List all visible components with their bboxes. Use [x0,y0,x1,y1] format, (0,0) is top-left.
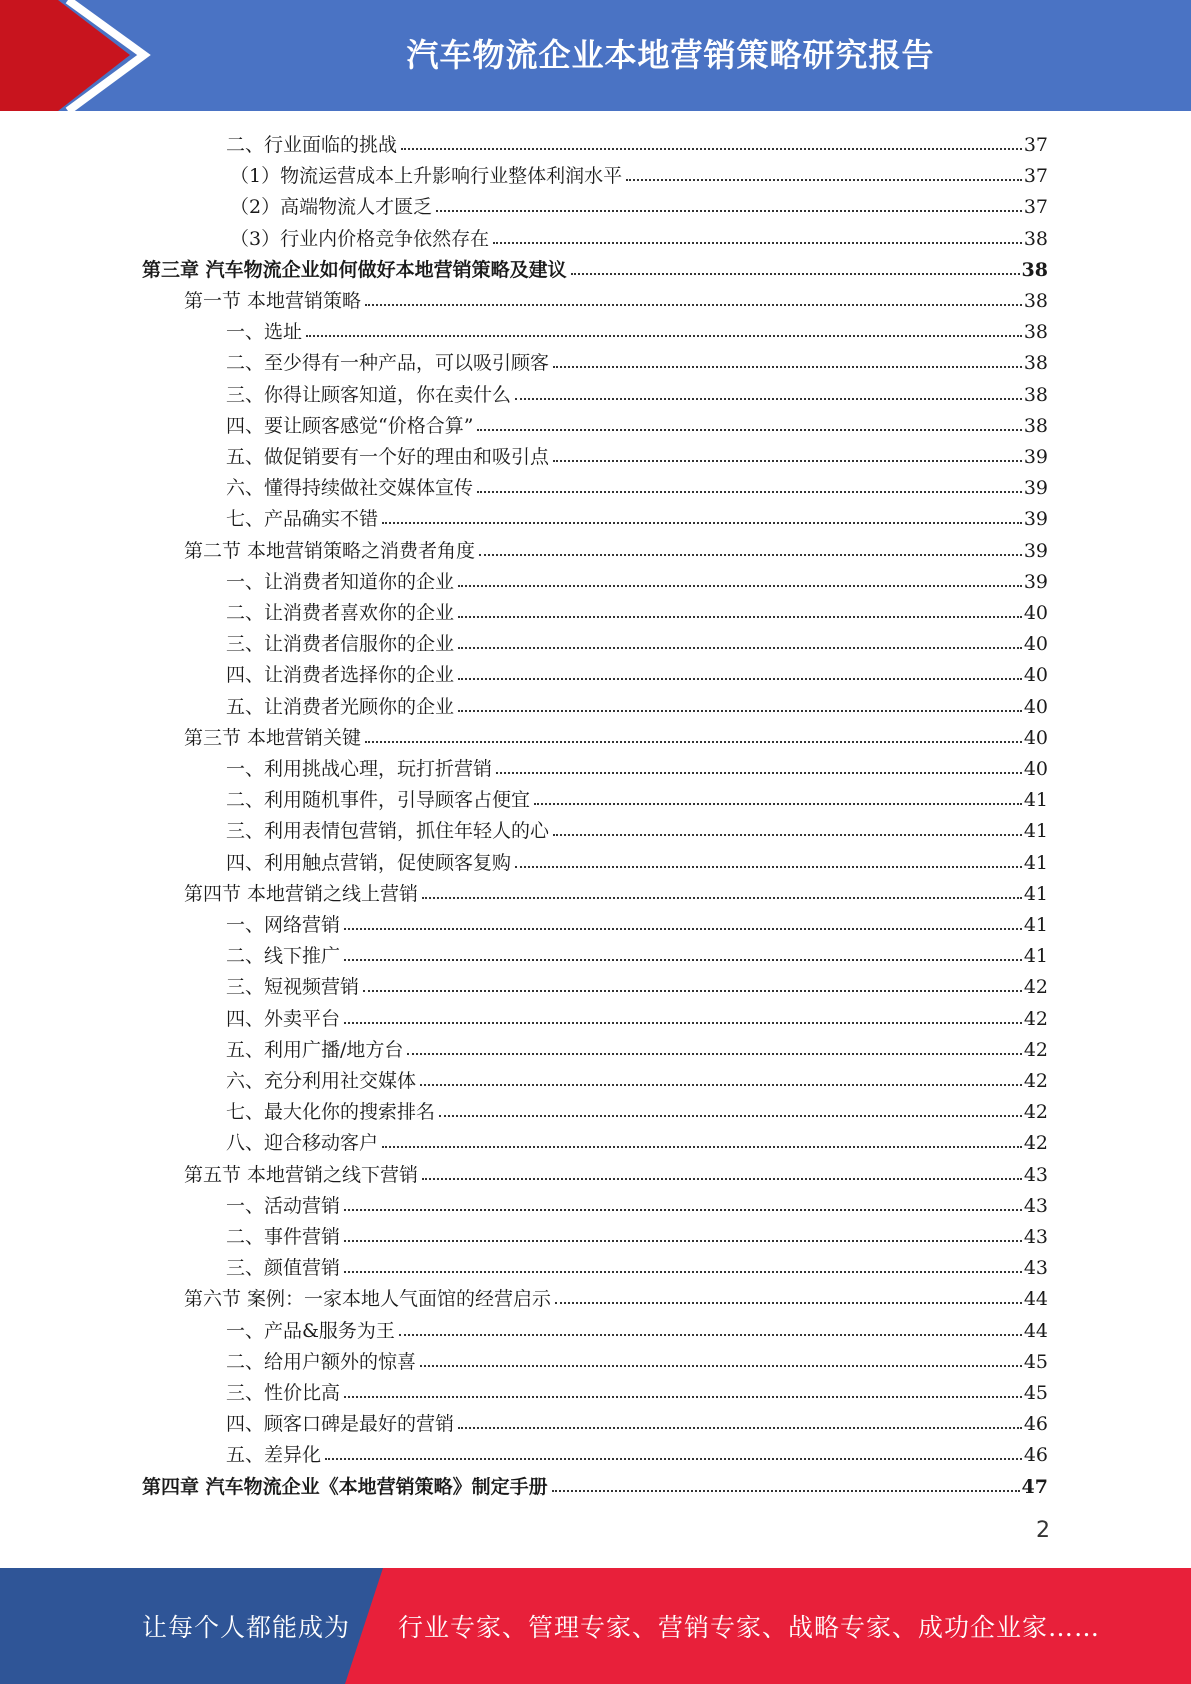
toc-item-entry[interactable] [226,688,1048,719]
toc-entry-page: 39 [1023,477,1048,500]
toc-item-entry[interactable] [230,157,1048,188]
toc-dot-leader [458,678,1022,680]
footer-slogan-left: 让每个人都能成为 [142,1613,351,1642]
toc-entry-page: 41 [1023,882,1048,905]
toc-dot-leader [493,242,1022,244]
toc-entry-title: 三、让消费者信服你的企业 [226,633,455,656]
toc-dot-leader [439,1115,1022,1117]
toc-dot-leader [344,1271,1022,1273]
toc-entry-page: 38 [1023,321,1048,344]
toc-entry-title: 第四节 本地营销之线上营销 [184,882,419,905]
toc-entry-page: 40 [1023,664,1048,687]
toc-section-entry[interactable] [184,1156,1048,1187]
toc-entry-page: 43 [1023,1194,1048,1217]
toc-entry-title: 二、让消费者喜欢你的企业 [226,602,455,624]
document-title: 汽车物流企业本地营销策略研究报告 [406,36,935,74]
toc-entry-page: 47 [1021,1475,1048,1498]
toc-item-entry[interactable] [226,438,1048,469]
toc-entry-page: 38 [1023,227,1048,250]
toc-item-entry[interactable] [226,376,1048,407]
toc-item-entry[interactable] [226,126,1048,157]
toc-entry-title: 五、让消费者光顾你的企业 [226,695,455,718]
toc-entry-page: 37 [1023,165,1048,188]
toc-item-entry[interactable] [226,594,1048,625]
toc-entry-page: 38 [1023,414,1048,437]
toc-item-entry[interactable] [226,1218,1048,1249]
toc-dot-leader [458,647,1022,649]
toc-dot-leader [477,491,1022,493]
toc-entry-page: 43 [1023,1226,1048,1248]
toc-dot-leader [553,834,1022,836]
toc-item-entry[interactable] [226,781,1048,812]
toc-chapter-entry[interactable] [142,251,1048,282]
toc-dot-leader [515,866,1022,868]
toc-item-entry[interactable] [226,563,1048,594]
toc-dot-leader [399,1334,1022,1336]
toc-item-entry[interactable] [226,968,1048,999]
toc-item-entry[interactable] [226,844,1048,875]
toc-entry-title: 三、短视频营销 [226,976,360,999]
toc-entry-page: 43 [1023,1163,1048,1186]
toc-entry-page: 41 [1023,789,1048,812]
toc-entry-page: 40 [1023,758,1048,780]
toc-entry-page: 43 [1023,1257,1048,1280]
toc-section-entry[interactable] [184,875,1048,906]
toc-item-entry[interactable] [226,1031,1048,1062]
toc-dot-leader [344,959,1022,961]
toc-entry-page: 41 [1023,851,1048,874]
toc-entry-page: 38 [1023,352,1048,375]
toc-dot-leader [382,522,1022,524]
toc-entry-page: 40 [1023,633,1048,656]
toc-dot-leader [552,1490,1020,1492]
toc-item-entry[interactable] [226,656,1048,687]
toc-item-entry[interactable] [226,500,1048,531]
toc-entry-title: 六、充分利用社交媒体 [226,1070,417,1092]
toc-item-entry[interactable] [226,625,1048,656]
toc-item-entry[interactable] [226,1374,1048,1405]
toc-item-entry[interactable] [226,313,1048,344]
toc-entry-title: 第三节 本地营销关键 [184,726,362,749]
toc-dot-leader [479,554,1022,556]
toc-entry-title: 第五节 本地营销之线下营销 [184,1163,419,1186]
toc-entry-title: 二、事件营销 [226,1226,341,1248]
toc-dot-leader [436,210,1022,212]
toc-dot-leader [458,616,1022,618]
toc-entry-title: 七、产品确实不错 [226,508,379,531]
toc-entry-page: 46 [1023,1444,1048,1467]
toc-item-entry[interactable] [226,469,1048,500]
toc-section-entry[interactable] [184,1280,1048,1311]
toc-entry-title: 七、最大化你的搜索排名 [226,1101,436,1124]
toc-dot-leader [420,1365,1022,1367]
toc-item-entry[interactable] [226,1093,1048,1124]
toc-entry-title: 二、线下推广 [226,945,341,968]
toc-entry-page: 46 [1023,1413,1048,1436]
toc-item-entry[interactable] [226,1062,1048,1093]
toc-entry-title: 五、差异化 [226,1444,322,1467]
toc-entry-page: 45 [1023,1382,1048,1404]
toc-entry-page: 39 [1023,539,1048,562]
toc-entry-title: 二、行业面临的挑战 [226,134,398,156]
toc-entry-title: 四、让消费者选择你的企业 [226,664,455,687]
toc-entry-page: 37 [1023,134,1048,156]
toc-entry-page: 39 [1023,570,1048,593]
toc-dot-leader [420,1084,1022,1086]
toc-item-entry[interactable] [226,1436,1048,1467]
toc-section-entry[interactable] [184,719,1048,750]
toc-entry-page: 41 [1023,914,1048,936]
toc-entry-page: 37 [1023,196,1048,219]
toc-item-entry[interactable] [226,812,1048,843]
toc-dot-leader [626,179,1022,181]
toc-dot-leader [477,429,1021,431]
toc-item-entry[interactable] [226,1343,1048,1374]
toc-dot-leader [306,335,1022,337]
toc-entry-page: 42 [1023,1007,1048,1030]
toc-dot-leader [344,1240,1022,1242]
toc-dot-leader [344,1209,1022,1211]
toc-entry-page: 40 [1023,695,1048,718]
header-red-chevron [0,0,130,111]
page-number: 2 [1036,1518,1050,1543]
toc-section-entry[interactable] [184,532,1048,563]
toc-dot-leader [344,1022,1022,1024]
toc-entry-page: 45 [1023,1350,1048,1373]
toc-entry-page: 44 [1023,1288,1048,1311]
toc-section-entry[interactable] [184,282,1048,313]
toc-entry-title: 三、你得让顾客知道，你在卖什么 [226,383,512,406]
toc-dot-leader [422,897,1022,899]
toc-item-entry[interactable] [226,1405,1048,1436]
toc-dot-leader [571,273,1020,275]
toc-entry-page: 42 [1023,976,1048,999]
toc-dot-leader [407,1053,1021,1055]
toc-chapter-entry[interactable] [142,1468,1048,1499]
toc-entry-title: 一、让消费者知道你的企业 [226,570,455,593]
toc-entry-title: （2）高端物流人才匮乏 [230,196,433,219]
toc-entry-page: 40 [1023,726,1048,749]
toc-dot-leader [458,585,1022,587]
toc-entry-title: 六、懂得持续做社交媒体宣传 [226,477,474,500]
toc-entry-page: 42 [1023,1101,1048,1124]
page-footer [0,1568,1191,1684]
toc-entry-title: 四、利用触点营销，促使顾客复购 [226,851,512,874]
toc-item-entry[interactable] [226,407,1048,438]
toc-dot-leader [365,304,1022,306]
toc-dot-leader [382,1146,1022,1148]
toc-dot-leader [555,1302,1022,1304]
toc-entry-page: 42 [1023,1132,1048,1155]
toc-entry-title: 一、利用挑战心理，玩打折营销 [226,758,493,780]
toc-entry-title: 五、利用广播/地方台 [226,1038,404,1061]
toc-dot-leader [515,398,1022,400]
toc-entry-title: 第四章 汽车物流企业《本地营销策略》制定手册 [142,1475,548,1498]
toc-item-entry[interactable] [226,344,1048,375]
toc-dot-leader [401,148,1022,150]
toc-dot-leader [422,1178,1022,1180]
toc-entry-title: 五、做促销要有一个好的理由和吸引点 [226,446,550,468]
toc-dot-leader [534,803,1022,805]
toc-item-entry[interactable] [226,1312,1048,1343]
toc-entry-title: 四、外卖平台 [226,1007,341,1030]
toc-entry-title: 四、要让顾客感觉“价格合算” [226,414,474,437]
toc-entry-page: 41 [1023,945,1048,968]
toc-entry-title: 四、顾客口碑是最好的营销 [226,1413,455,1436]
toc-entry-page: 38 [1021,258,1048,281]
toc-item-entry[interactable] [230,220,1048,251]
toc-entry-title: （3）行业内价格竞争依然存在 [230,227,490,250]
toc-item-entry[interactable] [226,906,1048,937]
toc-entry-page: 42 [1023,1038,1048,1061]
toc-entry-title: 三、利用表情包营销，抓住年轻人的心 [226,820,550,843]
toc-dot-leader [553,366,1022,368]
toc-dot-leader [458,1427,1022,1429]
toc-dot-leader [363,990,1022,992]
toc-entry-page: 39 [1023,508,1048,531]
toc-entry-title: 八、迎合移动客户 [226,1132,379,1155]
toc-item-entry[interactable] [226,1249,1048,1280]
toc-entry-page: 40 [1023,602,1048,624]
toc-item-entry[interactable] [230,188,1048,219]
toc-entry-page: 42 [1023,1070,1048,1092]
toc-item-entry[interactable] [226,937,1048,968]
toc-entry-title: 二、利用随机事件，引导顾客占便宜 [226,789,531,812]
toc-dot-leader [553,460,1022,462]
toc-entry-page: 39 [1023,446,1048,468]
toc-dot-leader [344,1396,1022,1398]
toc-entry-title: （1）物流运营成本上升影响行业整体利润水平 [230,165,623,188]
toc-entry-title: 一、活动营销 [226,1194,341,1217]
toc-entry-title: 一、网络营销 [226,914,341,936]
toc-entry-title: 第三章 汽车物流企业如何做好本地营销策略及建议 [142,258,567,281]
toc-dot-leader [496,772,1022,774]
toc-entry-page: 41 [1023,820,1048,843]
toc-entry-page: 38 [1023,290,1048,312]
toc-dot-leader [458,710,1022,712]
toc-dot-leader [325,1458,1022,1460]
toc-dot-leader [344,928,1022,930]
toc-item-entry[interactable] [226,750,1048,781]
toc-item-entry[interactable] [226,1000,1048,1031]
page-header [0,0,1191,111]
toc-entry-title: 二、给用户额外的惊喜 [226,1350,417,1373]
footer-slogan-right: 行业专家、管理专家、营销专家、战略专家、成功企业家…… [398,1613,1101,1642]
toc-entry-title: 三、颜值营销 [226,1257,341,1280]
toc-item-entry[interactable] [226,1187,1048,1218]
toc-entry-title: 第二节 本地营销策略之消费者角度 [184,539,476,562]
toc-entry-title: 第六节 案例：一家本地人气面馆的经营启示 [184,1288,552,1311]
toc-entry-title: 一、产品&服务为王 [226,1319,395,1342]
toc-entry-page: 38 [1023,383,1048,406]
toc-entry-title: 三、性价比高 [226,1382,341,1404]
toc-entry-page: 44 [1023,1319,1048,1342]
toc-entry-title: 二、至少得有一种产品，可以吸引顾客 [226,352,550,375]
toc-entry-title: 第一节 本地营销策略 [184,290,362,312]
toc-entry-title: 一、选址 [226,321,303,344]
toc-dot-leader [365,741,1022,743]
toc-item-entry[interactable] [226,1124,1048,1155]
